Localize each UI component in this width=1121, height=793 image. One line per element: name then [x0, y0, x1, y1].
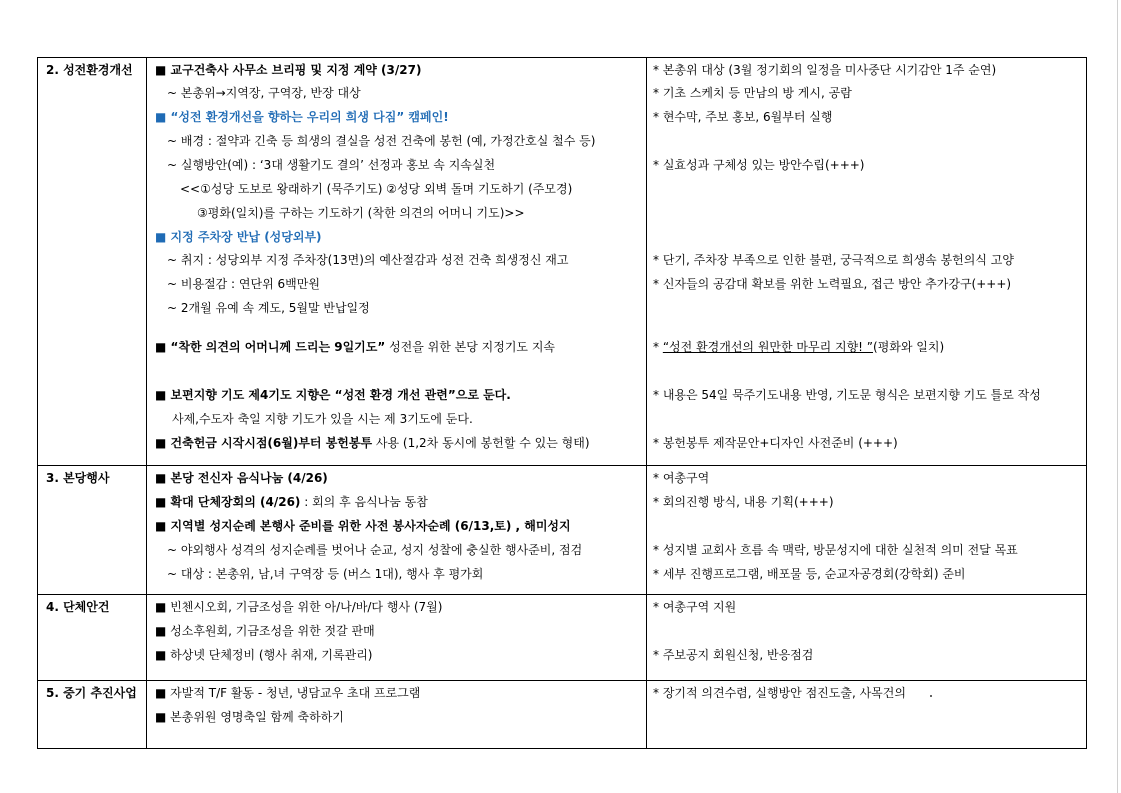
note-underlined: “성전 환경개선의 원만한 마무리 지향! ”	[662, 340, 874, 354]
note: * 단기, 주차장 부족으로 인한 불편, 궁극적으로 희생속 봉헌의식 고양	[653, 253, 1014, 267]
agenda-subitem: ~ 본총위→지역장, 구역장, 반장 대상	[167, 86, 361, 100]
agenda-item-rest: 사용 (1,2차 동시에 봉헌할 수 있는 형태)	[375, 436, 590, 450]
table-row	[38, 58, 1087, 466]
agenda-item-bold: ■ 확대 단체장회의 (4/26)	[155, 495, 301, 509]
table-row	[38, 681, 1087, 749]
notes-cell	[647, 466, 1087, 595]
notes-cell	[647, 595, 1087, 681]
agenda-item: ■ 자발적 T/F 활동 - 청년, 냉담교우 초대 프로그램	[155, 686, 421, 700]
section-title-cell	[38, 466, 147, 595]
section-title-cell	[38, 681, 147, 749]
note: * 여총구역	[653, 471, 710, 485]
agenda-items-cell	[147, 681, 647, 749]
agenda-subitem: ~ 실행방안(예) : ‘3대 생활기도 결의’ 선정과 홍보 속 지속실천	[167, 158, 496, 172]
table-row	[38, 466, 1087, 595]
note: * 내용은 54일 묵주기도내용 반영, 기도문 형식은 보편지향 기도 틀로 작성	[653, 388, 1041, 402]
agenda-item-bold: ■ 건축헌금 시작시점(6월)부터 봉헌봉투	[155, 436, 373, 450]
agenda-subitem: 사제,수도자 축일 지향 기도가 있을 시는 제 3기도에 둔다.	[172, 412, 473, 426]
section-title-cell	[38, 595, 147, 681]
stray-mark	[930, 695, 932, 697]
agenda-item-bold: ■ “착한 의견의 어머니께 드리는 9일기도”	[155, 340, 386, 354]
note: * 신자들의 공감대 확보를 위한 노력필요, 접근 방안 추가강구(+++)	[653, 277, 1012, 291]
agenda-item-rest: : 회의 후 음식나눔 동참	[300, 495, 428, 509]
agenda-subitem: ~ 배경 : 절약과 긴축 등 희생의 결실을 성전 건축에 봉헌 (예, 가정간호실 철수 등)	[167, 134, 596, 148]
agenda-items-cell	[147, 58, 647, 466]
agenda-item: ■ 교구건축사 사무소 브리핑 및 지정 계약 (3/27)	[155, 63, 422, 77]
page-edge	[1117, 0, 1118, 793]
agenda-subitem: ~ 야외행사 성격의 성지순례를 벗어나 순교, 성지 성찰에 충실한 행사준비, 점검	[167, 543, 583, 557]
agenda-item: ■ 빈첸시오회, 기금조성을 위한 아/나/바/다 행사 (7월)	[155, 600, 443, 614]
agenda-subitem: ~ 대상 : 본총위, 남,녀 구역장 등 (버스 1대), 행사 후 평가회	[167, 567, 484, 581]
agenda-item: ■ 보편지향 기도 제4기도 지향은 “성전 환경 개선 관련”으로 둔다.	[155, 388, 511, 402]
note: * 기초 스케치 등 만남의 방 게시, 공람	[653, 86, 852, 100]
note: * 주보공지 회원신청, 반응점검	[653, 648, 814, 662]
agenda-item-highlight: ■ “성전 환경개선을 향하는 우리의 희생 다짐” 캠페인!	[155, 110, 449, 124]
agenda-item	[155, 492, 428, 512]
agenda-subitem: ~ 2개월 유예 속 계도, 5월말 반납일정	[167, 301, 370, 315]
agenda-item: ■ 지역별 성지순례 본행사 준비를 위한 사전 봉사자순례 (6/13,토) , 해미성지	[155, 519, 571, 533]
note: * 장기적 의견수렴, 실행방안 점진도출, 사목건의	[653, 686, 906, 700]
agenda-item: ■ 본총위원 영명축일 함께 축하하기	[155, 710, 344, 724]
agenda-subitem: ~ 취지 : 성당외부 지정 주차장(13면)의 예산절감과 성전 건축 희생정신 재고	[167, 253, 569, 267]
note: * 세부 진행프로그램, 배포물 등, 순교자공경회(강학회) 준비	[653, 567, 966, 581]
agenda-item: ■ 본당 전신자 음식나눔 (4/26)	[155, 471, 328, 485]
agenda-item	[155, 433, 590, 453]
agenda-items-cell	[147, 595, 647, 681]
notes-cell	[647, 58, 1087, 466]
agenda-item: ■ 성소후원회, 기금조성을 위한 젓갈 판매	[155, 624, 375, 638]
agenda-subitem: ③평화(일치)를 구하는 기도하기 (착한 의견의 어머니 기도)>>	[197, 206, 525, 220]
agenda-item-highlight: ■ 지정 주차장 반납 (성당외부)	[155, 230, 322, 244]
section-title: 5. 중기 추진사업	[46, 686, 137, 700]
note: * 실효성과 구체성 있는 방안수립(+++)	[653, 158, 865, 172]
agenda-item-rest: 성전을 위한 본당 지정기도 지속	[389, 340, 556, 354]
note: * 성지별 교회사 흐름 속 맥락, 방문성지에 대한 실천적 의미 전달 목표	[653, 543, 1018, 557]
note: * 여총구역 지원	[653, 600, 737, 614]
note-rest: (평화와 일치)	[873, 340, 945, 354]
agenda-subitem: <<①성당 도보로 왕래하기 (묵주기도) ②성당 외벽 돌며 기도하기 (주모경)	[180, 182, 573, 196]
note-bullet: *	[653, 340, 663, 354]
section-title-cell	[38, 58, 147, 466]
section-title: 3. 본당행사	[46, 471, 110, 485]
agenda-item	[155, 337, 555, 357]
table-row	[38, 595, 1087, 681]
note: * 봉헌봉투 제작문안+디자인 사전준비 (+++)	[653, 436, 898, 450]
agenda-item: ■ 하상넷 단체정비 (행사 취재, 기록관리)	[155, 648, 373, 662]
note: * 현수막, 주보 홍보, 6월부터 실행	[653, 110, 833, 124]
notes-cell	[647, 681, 1087, 749]
agenda-subitem: ~ 비용절감 : 연단위 6백만원	[167, 277, 320, 291]
section-title: 2. 성전환경개선	[46, 63, 133, 77]
agenda-items-cell	[147, 466, 647, 595]
note: * 본총위 대상 (3월 정기회의 일정을 미사중단 시기감안 1주 순연)	[653, 63, 997, 77]
section-title: 4. 단체안건	[46, 600, 110, 614]
note: * 회의진행 방식, 내용 기획(+++)	[653, 495, 834, 509]
agenda-table	[37, 57, 1087, 749]
note	[653, 337, 944, 357]
